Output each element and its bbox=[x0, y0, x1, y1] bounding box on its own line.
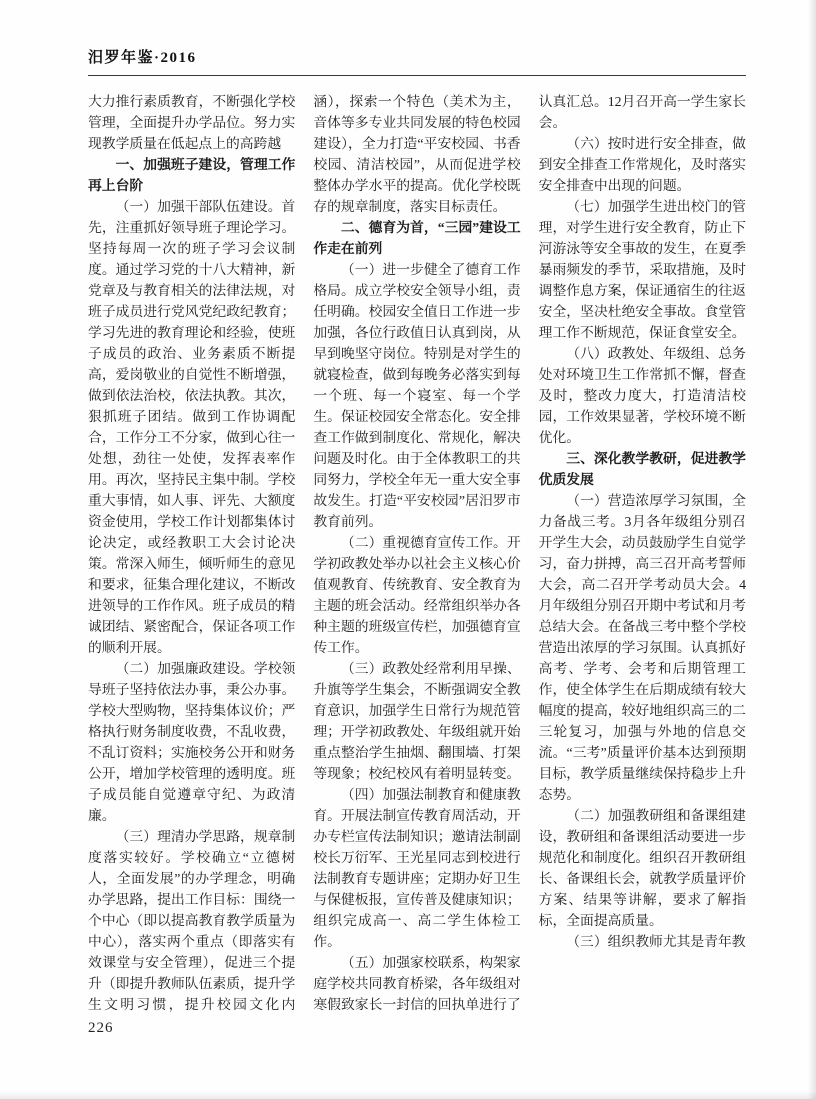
paragraph: （二）加强教研组和备课组建设，教研组和备课组活动要进一步规范化和制度化。组织召开教研组长、备课组长会，就教学质量评价方案、结果等讲解，要求了解指标，全面提高质量。 bbox=[538, 808, 746, 928]
paragraph: （三）理清办学思路，规章制度落实较好。学校确立“立德树人，全面发展”的办学理念，明确办学思路，提出工作目标：围绕一个中心（即以提高教育教学质量为中心），落实两个重点（即落实有效课堂与安全管理），促进三个提升（即提升教师队伍素质，提升学生文明习惯，提升校园文化内涵），探索一个特色（美术为主，音体等多专业共同发展的特色校园建设），全力打造“平安校园、书香校园、清洁校园”，从而促进学校整体办学水平的提高。优化学校既存的规章制度，落实目标责任。 bbox=[88, 94, 521, 1012]
paragraph: （二）加强廉政建设。学校领导班子坚持依法办事，秉公办事。学校大型购物，坚持集体议价；严格执行财务制度收费，不乱收费，不乱订资料；实施校务公开和财务公开，增加学校管理的透明度。班子成员能自觉遵章守纪、为政清廉。 bbox=[88, 661, 296, 823]
paragraph: （二）重视德育宣传工作。开学初政教处举办以社会主义核心价值观教育、传统教育、安全教育为主题的班会活动。经常组织举办各种主题的班级宣传栏，加强德育宣传工作。 bbox=[313, 535, 521, 655]
paragraph: （五）加强家校联系，构架家庭学校共同教育桥梁，各年级组对寒假致家长一封信的回执单进行了认真汇总。12月召开高一学生家长会。 bbox=[313, 94, 746, 1012]
paragraph: （八）政教处、年级组、总务处对环境卫生工作常抓不懈，督查及时，整改力度大，打造清洁校园，工作效果显著，学校环境不断优化。 bbox=[538, 346, 746, 445]
paragraph: （七）加强学生进出校门的管理，对学生进行安全教育，防止下河游泳等安全事故的发生，在夏季暴雨频发的季节，采取措施，及时调整作息方案，保证通宿生的往返安全，坚决杜绝安全事故。食堂管理工作不断规范，保证食堂安全。 bbox=[538, 199, 746, 340]
yearbook-title: 汨罗年鉴·2016 bbox=[88, 50, 197, 66]
page-edge-shadow-right bbox=[808, 0, 816, 1099]
section-heading-3: 三、深化教学教研，促进教学优质发展 bbox=[538, 451, 746, 487]
paragraph-continuation: 大力推行素质教育，不断强化学校管理，全面提升办学品位。努力实现教学质量在低起点上的高跨越 bbox=[88, 94, 296, 151]
page-number: 226 bbox=[88, 1020, 114, 1036]
page-edge-shadow-bottom bbox=[0, 1091, 816, 1099]
section-heading-1: 一、加强班子建设，管理工作再上台阶 bbox=[88, 157, 296, 193]
paragraph: （三）政教处经常利用早操、升旗等学生集会，不断强调安全教育意识，加强学生日常行为规范管理；开学初政教处、年级组就开始重点整治学生抽烟、翻围墙、打架等现象；校纪校风有着明显转变。 bbox=[313, 661, 521, 781]
paragraph: （一）加强干部队伍建设。首先，注重抓好领导班子理论学习。坚持每周一次的班子学习会议制度。通过学习党的十八大精神，新党章及与教育相关的法律法规，对班子成员进行党风党纪政纪教育；学习先进的教育理论和经验，使班子成员的政治、业务素质不断提高，爱岗敬业的自觉性不断增强，做到依法治校，依法执教。其次，狠抓班子团结。做到工作协调配合，工作分工不分家，做到心往一处想，劲往一处使，发挥表率作用。再次，坚持民主集中制。学校重大事情，如人事、评先、大额度资金使用，学校工作计划都集体讨论决定，或经教职工大会讨论决策。常深入师生，倾听师生的意见和要求，征集合理化建议，不断改进领导的工作作风。班子成员的精诚团结、紧密配合，保证各项工作的顺利开展。 bbox=[88, 199, 296, 655]
article-body bbox=[88, 91, 746, 1021]
paragraph: （六）按时进行安全排查，做到安全排查工作常规化，及时落实安全排查中出现的问题。 bbox=[538, 136, 746, 193]
paragraph: （四）加强法制教育和健康教育。开展法制宣传教育周活动，开办专栏宣传法制知识；邀请法制副校长万衍军、王光星同志到校进行法制教育专题讲座；定期办好卫生与保健板报，宣传普及健康知识；组织完成高一、高二学生体检工作。 bbox=[313, 787, 521, 949]
paragraph: （三）组织教师尤其是青年教 bbox=[566, 934, 746, 949]
section-heading-2: 二、德育为首，“三园”建设工作走在前列 bbox=[313, 220, 521, 256]
paragraph: （一）进一步健全了德育工作格局。成立学校安全领导小组，责任明确。校园安全值日工作进一步加强，各位行政值日认真到岗，从早到晚坚守岗位。特别是对学生的就寝检查，做到每晚务必落实到每一个班、每一个寝室、每一个学生。保证校园安全常态化。安全排查工作做到制度化、常规化，解决问题及时化。由于全体教职工的共同努力，学校全年无一重大安全事故发生。打造“平安校园”居汨罗市教育前列。 bbox=[313, 262, 521, 529]
header-divider bbox=[88, 75, 746, 76]
paragraph: （一）营造浓厚学习氛围，全力备战三考。3月各年级组分别召开学生大会，动员鼓励学生自觉学习，奋力拼搏，高三召开高考誓师大会，高二召开学考动员大会。4月年级组分别召开期中考试和月考总结大会。在备战三考中整个学校营造出浓厚的学习氛围。认真抓好高考、学考、会考和后期管理工作，使全体学生在后期成绩有较大幅度的提高，较好地组织高三的二三轮复习，加强与外地的信息交流。“三考”质量评价基本达到预期目标，教学质量继续保持稳步上升态势。 bbox=[538, 493, 746, 802]
page-header bbox=[88, 46, 746, 76]
